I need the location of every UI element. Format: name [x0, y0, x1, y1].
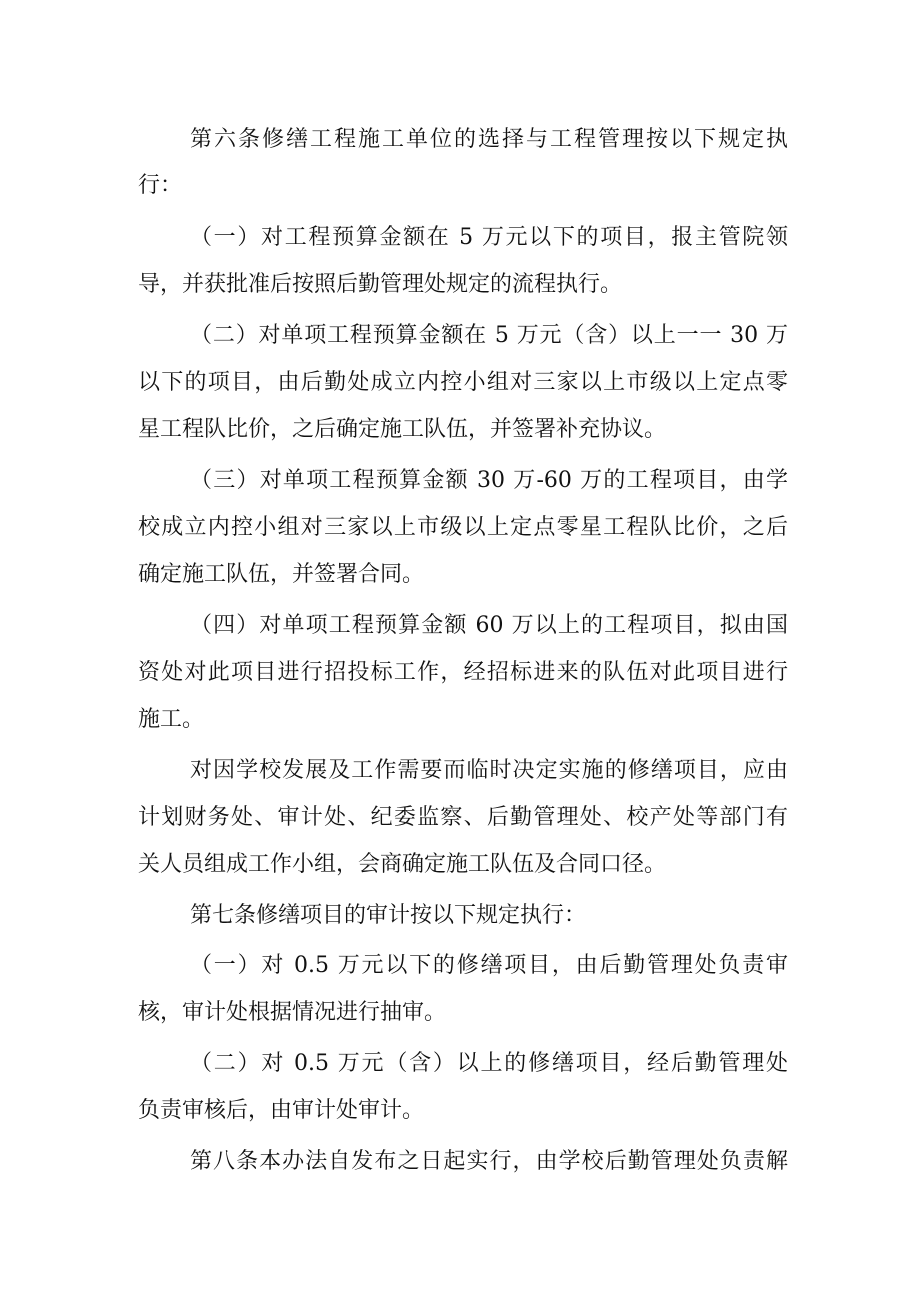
- article-6-item-3-line-3: 确定施工队伍，并签署合同。: [138, 562, 425, 587]
- article-6-item-4-line-3: 施工。: [138, 707, 205, 732]
- article-7-item-2-line-2: 负责审核后，由审计处审计。: [138, 1098, 425, 1123]
- article-6-item-1-line-1: （一）对工程预算金额在 5 万元以下的项目，报主管院领: [190, 225, 788, 250]
- article-6-line-2: 行：: [138, 173, 183, 198]
- article-6-temporary-line-3: 关人员组成工作小组，会商确定施工队伍及合同口径。: [138, 852, 667, 877]
- article-6-item-4-line-1: （四）对单项工程预算金额 60 万以上的工程项目，拟由国: [190, 613, 788, 638]
- article-6-item-2-line-2: 以下的项目，由后勤处成立内控小组对三家以上市级以上定点零: [138, 370, 788, 395]
- article-7-item-1-line-2: 核，审计处根据情况进行抽审。: [138, 1000, 447, 1025]
- article-6-item-1-line-2: 导，并获批准后按照后勤管理处规定的流程执行。: [138, 272, 623, 297]
- article-6-item-4-line-2: 资处对此项目进行招投标工作，经招标进来的队伍对此项目进行: [138, 660, 788, 685]
- article-6-item-3-line-1: （三）对单项工程预算金额 30 万-60 万的工程项目，由学: [190, 468, 788, 493]
- article-6-line-1: 第六条修缮工程施工单位的选择与工程管理按以下规定执: [190, 127, 788, 152]
- article-6-temporary-line-1: 对因学校发展及工作需要而临时决定实施的修缮项目，应由: [190, 758, 788, 783]
- article-6-item-2-line-1: （二）对单项工程预算金额在 5 万元（含）以上一一 30 万: [190, 323, 788, 348]
- article-6-item-3-line-2: 校成立内控小组对三家以上市级以上定点零星工程队比价，之后: [138, 515, 788, 540]
- article-7-line-1: 第七条修缮项目的审计按以下规定执行：: [190, 903, 587, 928]
- article-8-line-1: 第八条本办法自发布之日起实行，由学校后勤管理处负责解: [190, 1149, 788, 1174]
- article-7-item-2-line-1: （二）对 0.5 万元（含）以上的修缮项目，经后勤管理处: [190, 1051, 788, 1076]
- article-6-temporary-line-2: 计划财务处、审计处、纪委监察、后勤管理处、校产处等部门有: [138, 805, 788, 830]
- article-6-item-2-line-3: 星工程队比价，之后确定施工队伍，并签署补充协议。: [138, 417, 667, 442]
- article-7-item-1-line-1: （一）对 0.5 万元以下的修缮项目，由后勤管理处负责审: [190, 953, 788, 978]
